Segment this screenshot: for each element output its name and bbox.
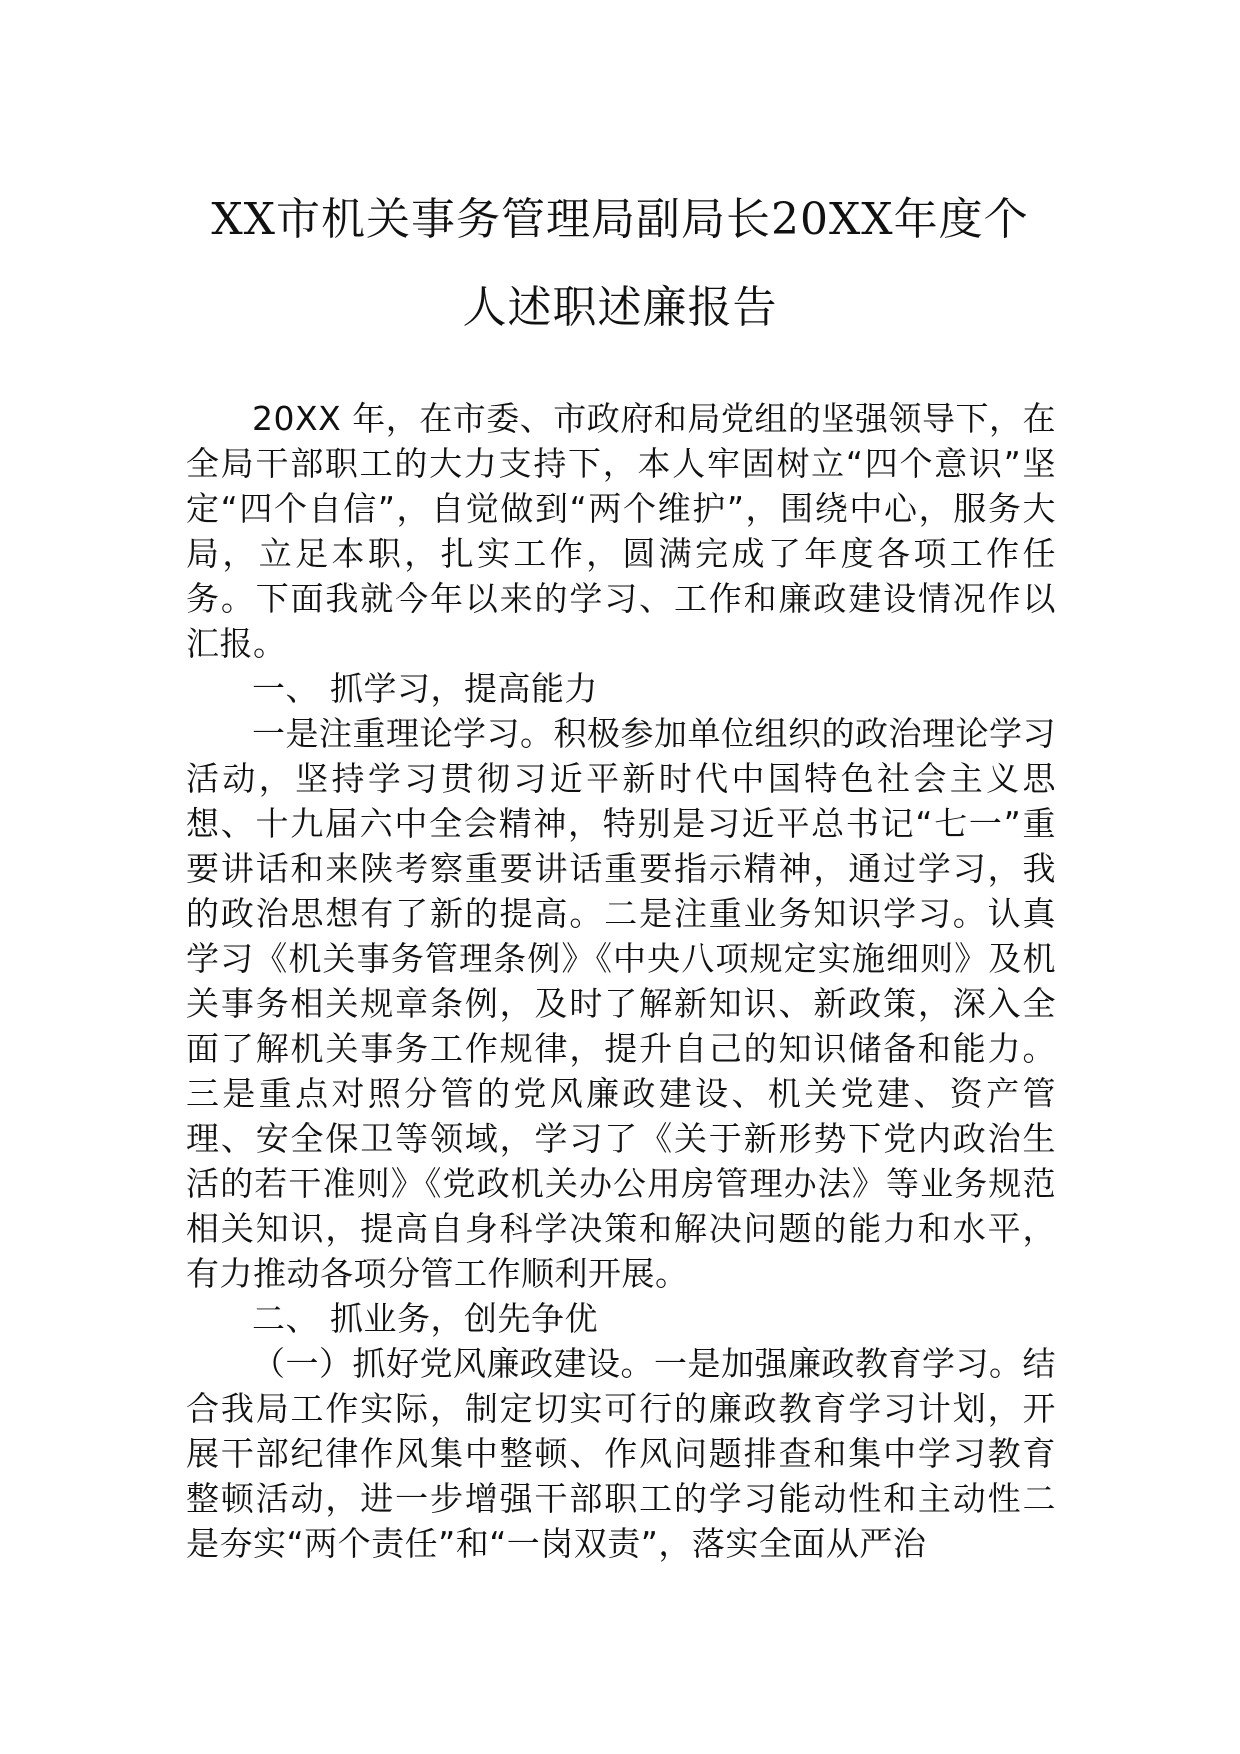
section-heading-1: 一、 抓学习，提高能力	[252, 669, 598, 708]
intro-paragraph: 20XX 年，在市委、市政府和局党组的坚强领导下，在全局干部职工的大力支持下，本人牢固树立“四个意识”坚定“四个自信”，自觉做到“两个维护”，围绕中心，服务大局，立足本职，扎实工作，圆满完成了年度各项工作任务。下面我就今年以来的学习、工作和廉政建设情况作以汇报。	[186, 399, 1056, 663]
integrity-paragraph: （一）抓好党风廉政建设。一是加强廉政教育学习。结合我局工作实际，制定切实可行的廉政教育学习计划，开展干部纪律作风集中整顿、作风问题排查和集中学习教育整顿活动，进一步增强干部职工的学习能动性和主动性二是夯实“两个责任”和“一岗双责”，落实全面从严治	[186, 1344, 1056, 1563]
study-paragraph: 一是注重理论学习。积极参加单位组织的政治理论学习活动，坚持学习贯彻习近平新时代中国特色社会主义思想、十九届六中全会精神，特别是习近平总书记“七一”重要讲话和来陕考察重要讲话重要指示精神，通过学习，我的政治思想有了新的提高。二是注重业务知识学习。认真学习《机关事务管理条例》《中央八项规定实施细则》及机关事务相关规章条例，及时了解新知识、新政策，深入全面了解机关事务工作规律，提升自己的知识储备和能力。三是重点对照分管的党风廉政建设、机关党建、资产管理、安全保卫等领域，学习了《关于新形势下党内政治生活的若干准则》《党政机关办公用房管理办法》等业务规范相关知识，提高自身科学决策和解决问题的能力和水平，有力推动各项分管工作顺利开展。	[186, 714, 1056, 1293]
section-heading-2: 二、 抓业务，创先争优	[252, 1299, 598, 1338]
document-title-line-1: XX市机关事务管理局副局长20XX年度个	[211, 194, 1029, 245]
document-title-line-2: 人述职述廉报告	[462, 282, 778, 333]
document-body	[186, 396, 1056, 1566]
